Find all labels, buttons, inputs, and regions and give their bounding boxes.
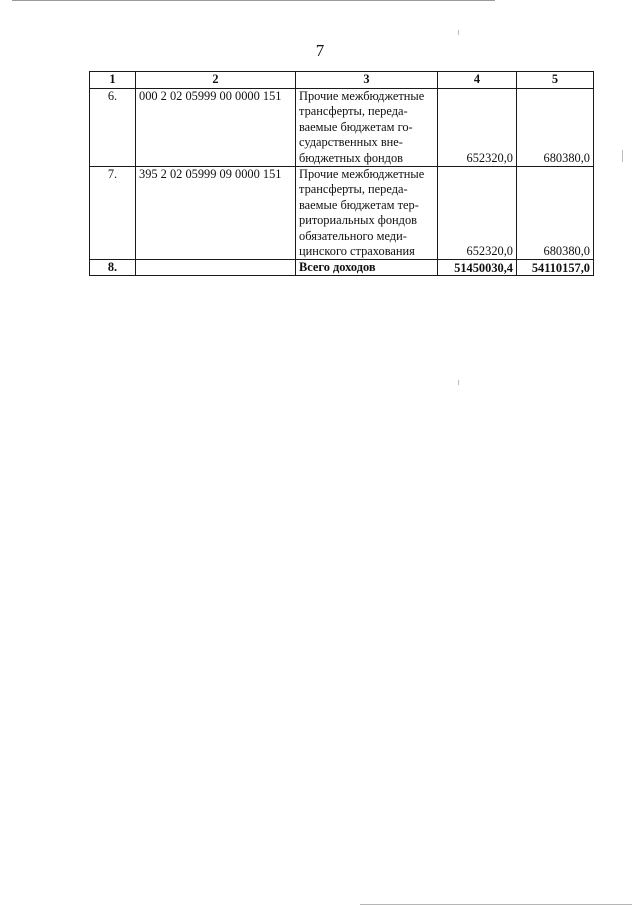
scan-edge-line-top [12, 0, 495, 1]
total-label: Всего доходов [296, 260, 438, 276]
scan-speck [458, 30, 459, 35]
column-header-5: 5 [517, 72, 594, 89]
budget-code: 000 2 02 05999 00 0000 151 [136, 89, 296, 167]
income-name-line: обязательного меди- [299, 228, 407, 243]
total-col5: 54110157,0 [517, 260, 594, 276]
total-col4: 51450030,4 [438, 260, 517, 276]
income-name-line: цинского страхования [299, 244, 415, 259]
table-header-row [90, 72, 594, 89]
column-header-2: 2 [136, 72, 296, 89]
amount-col5: 680380,0 [517, 167, 594, 260]
budget-code: 395 2 02 05999 09 0000 151 [136, 167, 296, 260]
row-number: 7. [90, 167, 136, 260]
scan-speck [622, 150, 623, 162]
table-row [90, 89, 594, 167]
income-name [296, 167, 438, 260]
income-name-line: Прочие межбюджетные [299, 89, 425, 103]
income-name-line: ваемые бюджетам тер- [299, 197, 419, 212]
amount-col5: 680380,0 [517, 89, 594, 167]
income-name-line: бюджетных фондов [299, 150, 404, 165]
income-name-line: ваемые бюджетам го- [299, 119, 413, 134]
income-name-line: трансферты, переда- [299, 104, 408, 119]
table-row [90, 167, 594, 260]
income-name-line: сударственных вне- [299, 135, 403, 150]
row-number: 6. [90, 89, 136, 167]
income-name [296, 89, 438, 167]
income-name-line: риториальных фондов [299, 213, 417, 228]
column-header-4: 4 [438, 72, 517, 89]
page-number: 7 [315, 41, 325, 60]
amount-col4: 652320,0 [438, 89, 517, 167]
income-name-line: Прочие межбюджетные [299, 167, 425, 182]
column-header-1: 1 [90, 72, 136, 89]
income-name-line: трансферты, переда- [299, 182, 408, 197]
table-total-row [90, 260, 594, 276]
income-table [89, 71, 594, 276]
budget-code [136, 260, 296, 276]
amount-col4: 652320,0 [438, 167, 517, 260]
scan-speck [458, 380, 459, 385]
row-number: 8. [90, 260, 136, 276]
column-header-3: 3 [296, 72, 438, 89]
